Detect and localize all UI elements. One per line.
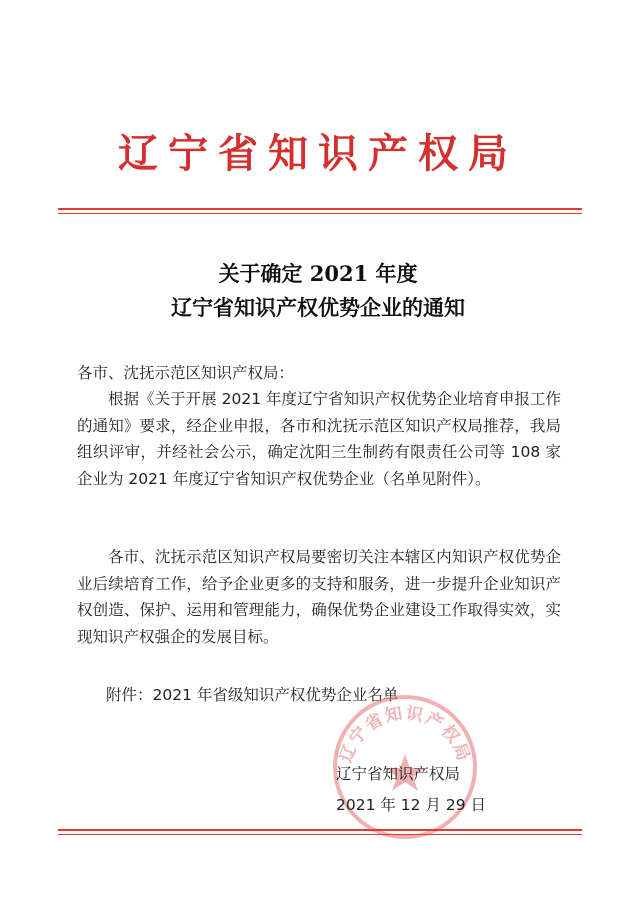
body-paragraph-1: 根据《关于开展 2021 年度辽宁省知识产权优势企业培育申报工作的通知》要求，经企业申报，各市和沈抚示范区知识产权局推荐，我局组织评审，并经社会公示，确定沈阳三生制药有限责任公司等 108 家企业为 2021 年度辽宁省知识产权优势企业（名单见附件）。 [77, 390, 561, 488]
letterhead-rule-thin [58, 213, 582, 214]
salutation: 各市、沈抚示范区知识产权局： [77, 364, 295, 382]
attachment-line: 附件：2021 年省级知识产权优势企业名单 [106, 686, 399, 704]
seal-text: 辽宁省知识产权局 [336, 703, 474, 766]
footer-rule [58, 829, 582, 831]
document-title-line1: 关于确定 2021 年度 [218, 261, 418, 286]
letterhead-title: 辽宁省知识产权局 [118, 130, 518, 177]
signature-org: 辽宁省知识产权局 [336, 765, 461, 783]
document-title-line2: 辽宁省知识产权优势企业的通知 [171, 295, 465, 320]
letterhead-rule [58, 208, 582, 210]
body-paragraph-2: 各市、沈抚示范区知识产权局要密切关注本辖区内知识产权优势企业后续培育工作，给予企业更多的支持和服务，进一步提升企业知识产权创造、保护、运用和管理能力，确保优势企业建设工作取得实效，实现知识产权强企的发展目标。 [77, 548, 561, 646]
footer-rule-thin [58, 834, 582, 835]
signature-date: 2021 年 12 月 29 日 [336, 796, 487, 814]
